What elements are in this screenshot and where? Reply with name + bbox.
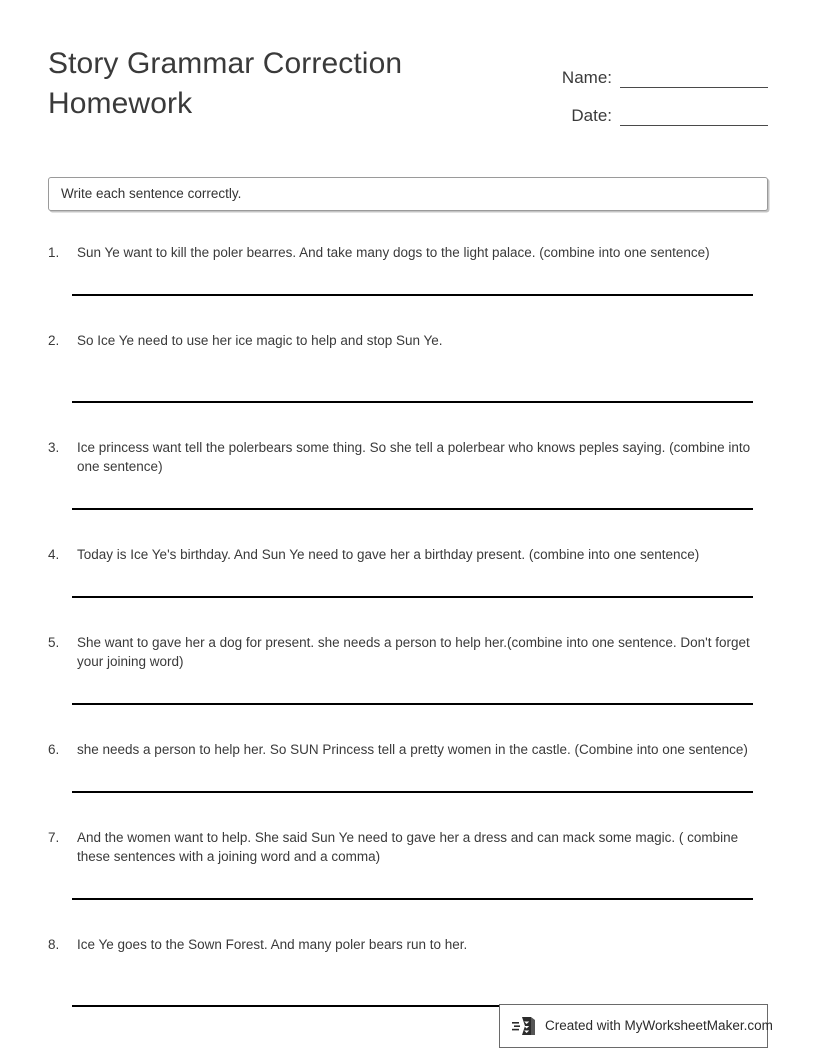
question-prompt <box>48 935 768 954</box>
answer-line[interactable] <box>72 898 753 900</box>
answer-line[interactable] <box>72 596 753 598</box>
date-input-line[interactable] <box>620 105 768 126</box>
question-number: 8. <box>48 937 60 952</box>
question-prompt <box>48 243 768 262</box>
name-field-row <box>540 50 768 88</box>
worksheet-maker-logo-icon <box>512 1014 538 1038</box>
question-prompt <box>48 438 768 476</box>
question-number: 3. <box>48 440 60 455</box>
question-item <box>48 545 768 633</box>
answer-line[interactable] <box>72 508 753 510</box>
question-number: 5. <box>48 635 60 650</box>
answer-line[interactable] <box>72 294 753 296</box>
worksheet-header <box>48 44 768 126</box>
question-prompt <box>48 633 768 671</box>
question-text: Sun Ye want to kill the poler bearres. And take many dogs to the light palace. (combine into one sentence) <box>77 245 710 260</box>
question-item <box>48 438 768 545</box>
answer-line[interactable] <box>72 401 753 403</box>
question-text: So Ice Ye need to use her ice magic to help and stop Sun Ye. <box>77 333 443 348</box>
question-text: Ice princess want tell the polerbears some thing. So she tell a polerbear who knows peples saying. (combine into one sentence) <box>77 440 751 474</box>
name-label: Name: <box>561 68 612 87</box>
student-info-fields <box>540 50 768 126</box>
question-prompt <box>48 545 768 564</box>
questions-list <box>48 243 768 1042</box>
footer-badge-text: Created with MyWorksheetMaker.com <box>545 1018 773 1033</box>
question-text: she needs a person to help her. So SUN Princess tell a pretty women in the castle. (Combine into one sentence) <box>77 742 748 757</box>
question-text: She want to gave her a dog for present. she needs a person to help her.(combine into one sentence. Don't forget your joining word) <box>77 635 750 669</box>
date-field-row <box>540 88 768 126</box>
question-prompt <box>48 740 768 759</box>
question-text: Today is Ice Ye's birthday. And Sun Ye need to gave her a birthday present. (combine into one sentence) <box>77 547 700 562</box>
name-input-line[interactable] <box>620 67 768 88</box>
question-number: 2. <box>48 333 60 348</box>
question-text: And the women want to help. She said Sun Ye need to gave her a dress and can mack some magic. ( combine these sentences with a joining word and a comma) <box>77 830 739 864</box>
instruction-text: Write each sentence correctly. <box>61 186 242 201</box>
question-prompt <box>48 331 768 350</box>
question-item <box>48 243 768 331</box>
answer-line[interactable] <box>72 791 753 793</box>
question-number: 4. <box>48 547 60 562</box>
question-item <box>48 740 768 828</box>
footer-badge <box>499 1004 773 1048</box>
question-number: 6. <box>48 742 60 757</box>
question-item <box>48 633 768 740</box>
date-label: Date: <box>571 106 612 125</box>
question-item <box>48 828 768 935</box>
page-title: Story Grammar Correction Homework <box>48 47 403 120</box>
question-text: Ice Ye goes to the Sown Forest. And many poler bears run to her. <box>77 937 468 952</box>
answer-line[interactable] <box>72 703 753 705</box>
question-number: 7. <box>48 830 60 845</box>
question-item <box>48 331 768 438</box>
question-prompt <box>48 828 768 866</box>
instruction-box <box>48 177 768 211</box>
question-number: 1. <box>48 245 60 260</box>
